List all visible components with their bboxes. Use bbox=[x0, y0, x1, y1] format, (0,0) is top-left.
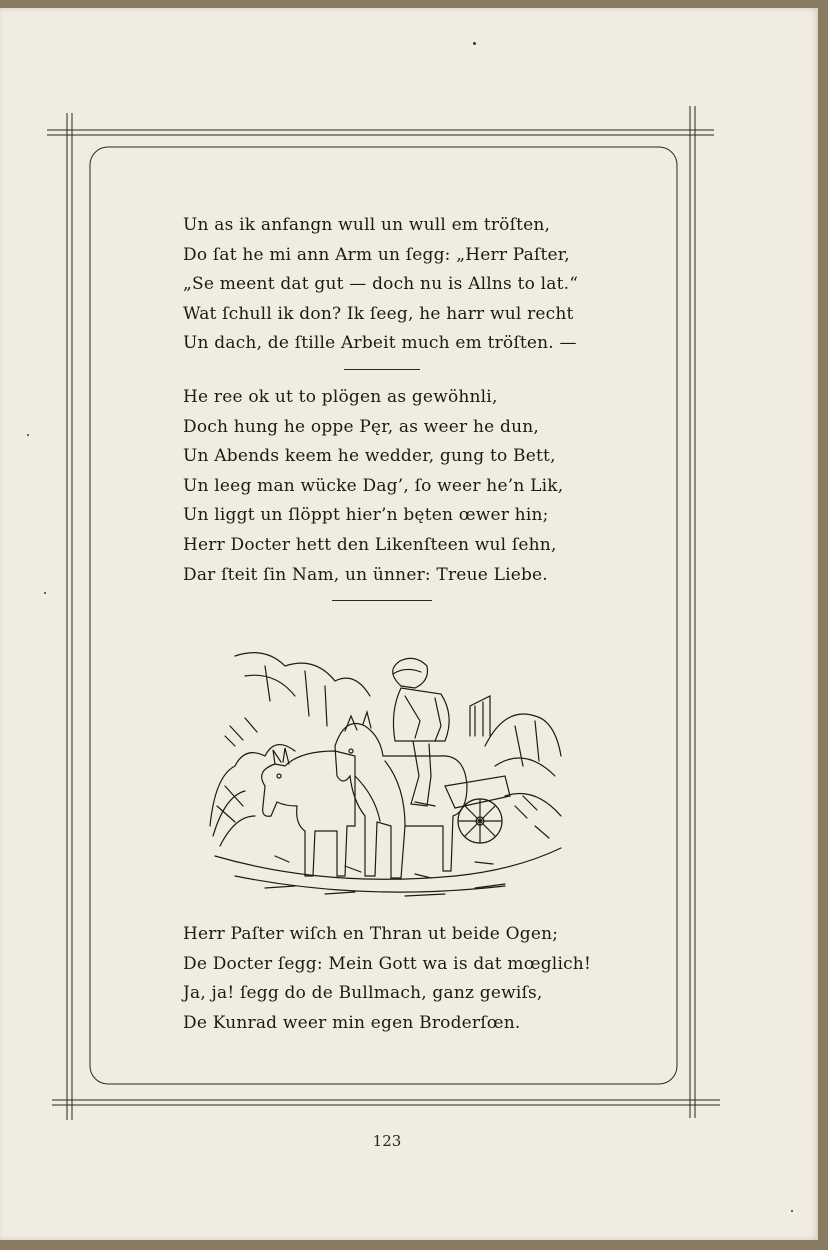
verse-line: Dar ſteit ſin Nam, un ünner: Treue Liebe. bbox=[183, 564, 548, 585]
paper-speck bbox=[473, 42, 476, 45]
verse-line: De Docter ſegg: Mein Gott wa is dat mœglich! bbox=[183, 953, 591, 974]
verse-line: Herr Paſter wiſch en Thran ut beide Ogen; bbox=[183, 924, 559, 944]
page-number: 123 bbox=[372, 1132, 402, 1150]
stanza-divider bbox=[344, 369, 420, 370]
verse-line: Un as ik anfangn wull un wull em tröſten, bbox=[183, 215, 551, 235]
stanza-1 bbox=[183, 211, 578, 359]
verse-line: Un dach, de ſtille Arbeit much em tröſten. — bbox=[183, 333, 577, 354]
verse-line: He ree ok ut to plögen as gewöhnli, bbox=[183, 387, 498, 407]
verse-line: Doch hung he oppe Pęr, as weer he dun, bbox=[183, 416, 539, 437]
verse-line: De Kunrad weer min egen Broderſœn. bbox=[183, 1012, 521, 1033]
page-border-frame bbox=[0, 8, 818, 1240]
verse-line: Un leeg man wücke Dag’, ſo weer he’n Lik, bbox=[183, 475, 564, 496]
paper-speck bbox=[791, 1210, 793, 1212]
horse-rider-engraving bbox=[205, 626, 565, 908]
paper-speck bbox=[27, 434, 29, 436]
section-divider bbox=[332, 600, 432, 601]
verse-line: Do ſat he mi ann Arm un ſegg: „Herr Paſter, bbox=[183, 244, 570, 265]
verse-line: Herr Docter hett den Likenſteen wul ſehn, bbox=[183, 534, 557, 555]
verse-line: Ja, ja! ſegg do de Bullmach, ganz gewiſs, bbox=[183, 983, 543, 1004]
verse-line: „Se meent dat gut — doch nu is Allns to lat.“ bbox=[183, 274, 579, 295]
paper-speck bbox=[44, 592, 46, 594]
stanza-2 bbox=[183, 383, 563, 590]
verse-line: Wat ſchull ik don? Ik ſeeg, he harr wul recht bbox=[183, 303, 574, 324]
verse-line: Un Abends keem he wedder, gung to Bett, bbox=[183, 446, 556, 467]
stanza-3 bbox=[183, 920, 591, 1038]
verse-line: Un liggt un ſlöppt hier’n bęten œwer hin; bbox=[183, 505, 549, 526]
book-page bbox=[0, 8, 818, 1240]
